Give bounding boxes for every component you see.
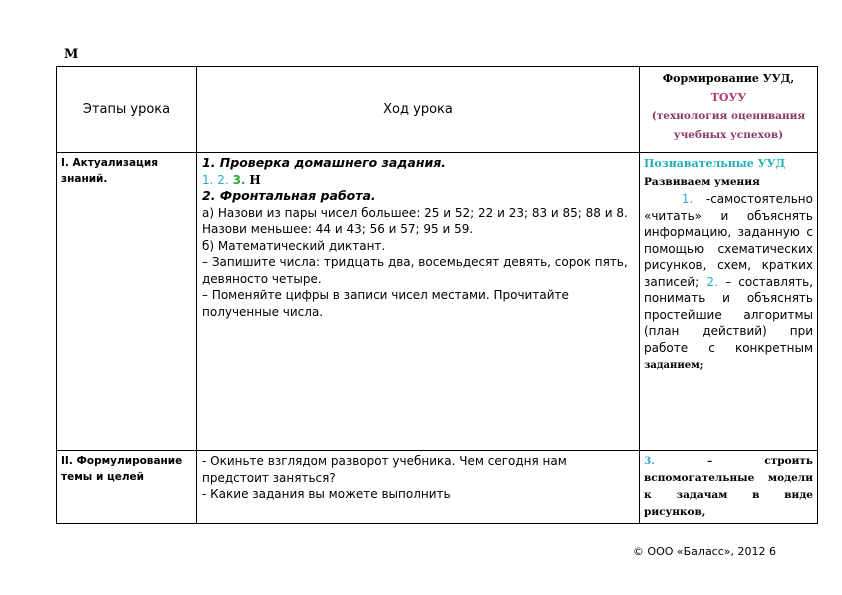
- task-homework-check: 1. Проверка домашнего задания.: [202, 155, 446, 170]
- uud-cell-1: [640, 153, 818, 451]
- header-uud-line4: учебных успехов): [673, 129, 784, 141]
- homework-numbers: [202, 172, 634, 189]
- lesson-content-1: [197, 153, 640, 451]
- content-line: - Какие задания вы можете выполнить: [202, 487, 451, 501]
- uud-num-1: 1.: [681, 192, 694, 206]
- stage-topic-goals: II. Формулирование темы и целей: [57, 451, 197, 524]
- content-line: – Запишите числа: тридцать два, восемьдесят девять, сорок пять, девяносто четыре.: [202, 255, 628, 286]
- content-line: б) Математический диктант.: [202, 238, 386, 253]
- top-mark: М: [64, 47, 79, 62]
- lesson-content-2: [197, 451, 640, 524]
- task-frontal-work: 2. Фронтальная работа.: [202, 188, 376, 203]
- content-line: - Окиньте взглядом разворот учебника. Чем сегодня нам предстоит заняться?: [202, 454, 567, 485]
- uud-skills: [644, 191, 813, 375]
- header-uud-line2: ТОУУ: [710, 91, 747, 104]
- uud-text-1: -самостоятельно «читать» и объяснять информацию, заданную с помощью схематических рисунков, схем, кратких записей;: [644, 192, 813, 289]
- num-3: 3.: [232, 172, 246, 187]
- uud-cell-2: [640, 451, 818, 524]
- lesson-table: [56, 66, 818, 524]
- uud-text-last: заданием;: [644, 360, 704, 371]
- table-row: [57, 153, 818, 451]
- num-1: 1.: [202, 172, 214, 187]
- table-row: [57, 451, 818, 524]
- table-header-row: [57, 67, 818, 153]
- stage-actualization: I. Актуализация знаний.: [57, 153, 197, 451]
- num-2: 2.: [217, 172, 229, 187]
- uud-text-2: – составлять, понимать и объяснять простейшие алгоритмы (план действий) при работе с конкретным: [644, 274, 813, 355]
- header-uud-line1: Формирование УУД,: [662, 72, 795, 85]
- header-uud-line3: (технология оценивания: [651, 110, 806, 122]
- header-uud: [640, 67, 818, 153]
- uud-text-3: – строить вспомогательные модели к задачам в виде рисунков,: [644, 455, 814, 518]
- content-line: Назови меньшее: 44 и 43; 56 и 57; 95 и 59.: [202, 222, 474, 236]
- footer-copyright: © ООО «Баласс», 2012 6: [632, 545, 776, 558]
- header-stages: Этапы урока: [57, 67, 197, 153]
- uud-num-3: 3.: [644, 455, 655, 467]
- uud-subtitle: Развиваем умения: [644, 176, 760, 188]
- uud-title: Познавательные УУД: [644, 157, 786, 170]
- header-lesson-flow: Ход урока: [197, 67, 640, 153]
- content-line: а) Назови из пары чисел большее: 25 и 52; 22 и 23; 83 и 85; 88 и 8.: [202, 205, 628, 220]
- num-n: Н: [249, 172, 261, 187]
- uud-num-2: 2.: [706, 274, 718, 289]
- content-line: – Поменяйте цифры в записи чисел местами. Прочитайте полученные числа.: [202, 288, 569, 319]
